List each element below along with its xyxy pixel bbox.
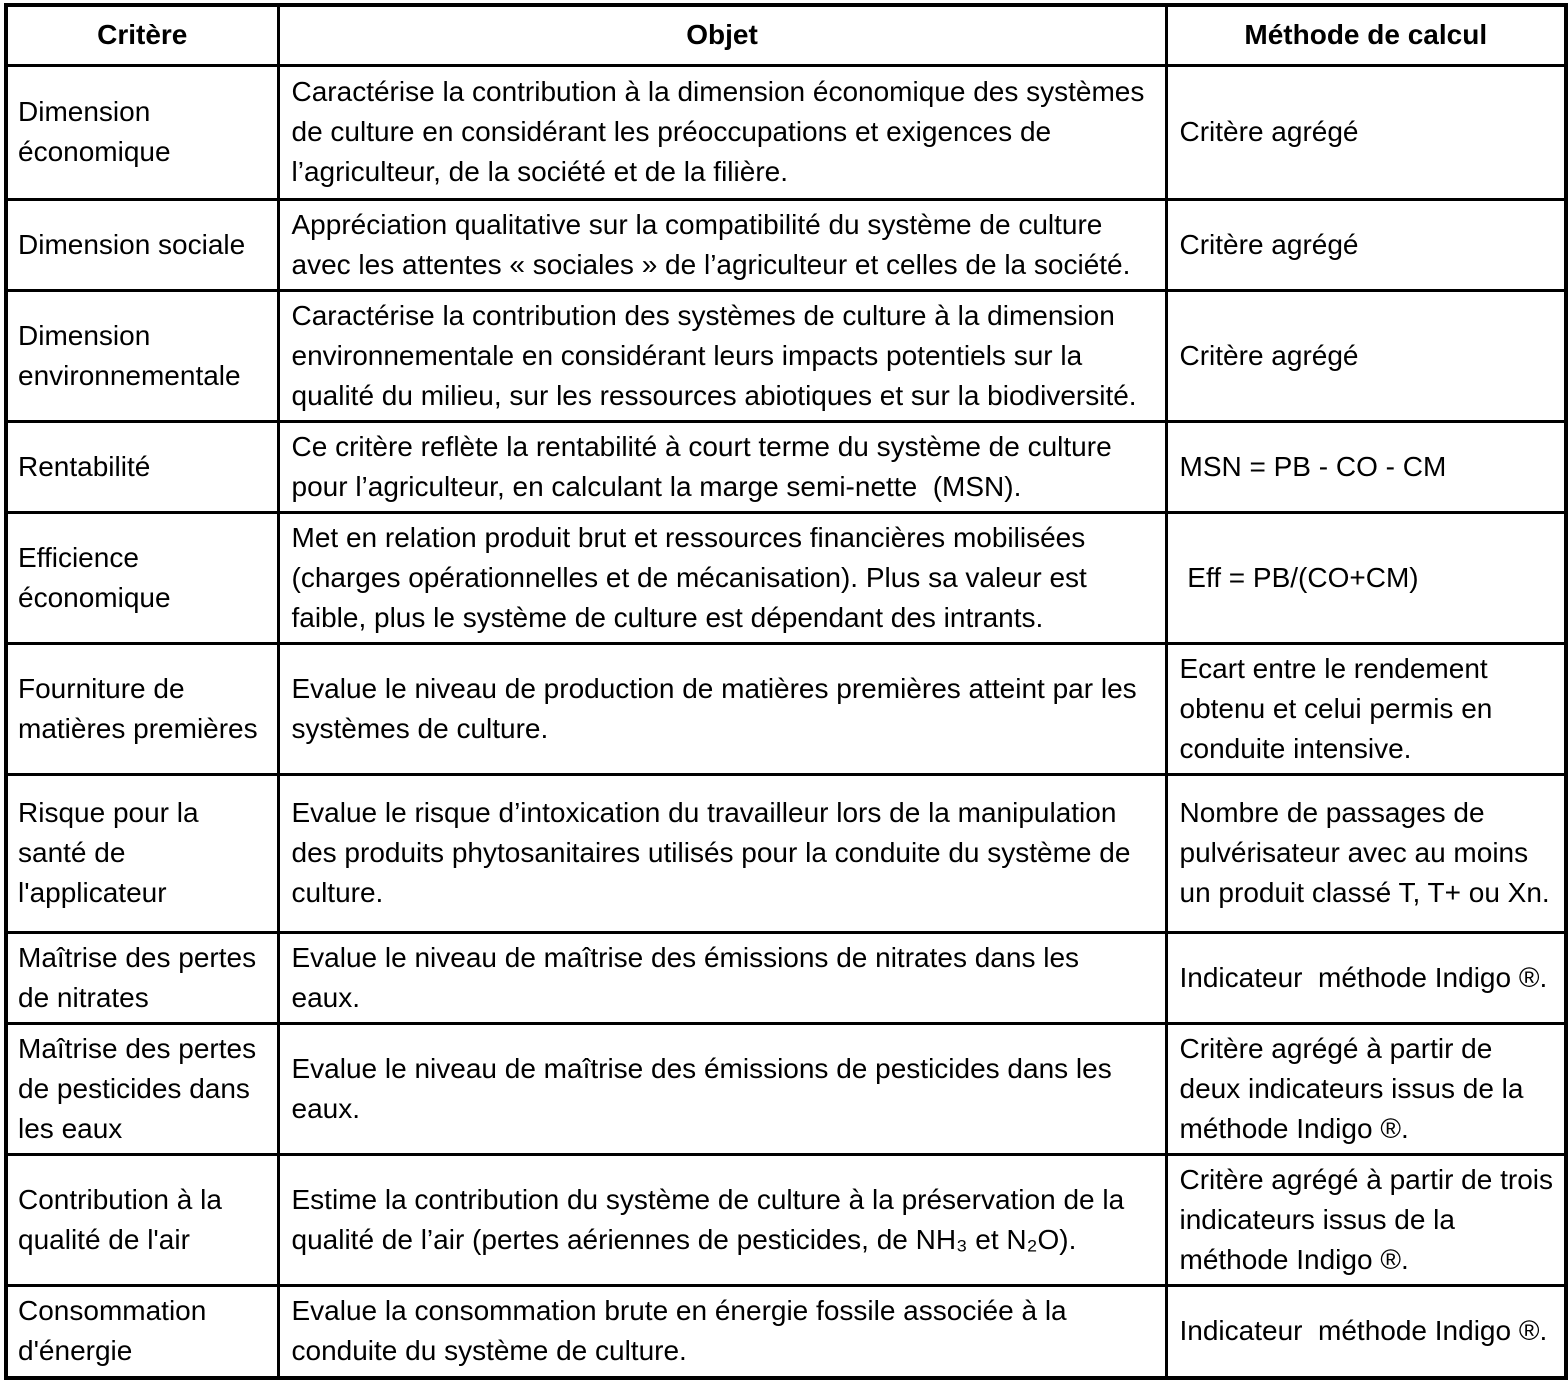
cell-critere: Contribution à la qualité de l'air	[6, 1154, 278, 1285]
cell-critere: Consommation d'énergie	[6, 1285, 278, 1378]
cell-methode: Eff = PB/(CO+CM)	[1166, 512, 1566, 643]
cell-objet: Caractérise la contribution des systèmes de culture à la dimension environnementale en considérant leurs impacts potentiels sur la qualité du milieu, sur les ressources abiotiques et sur la biodiversité.	[278, 290, 1166, 421]
table-row	[6, 421, 1566, 512]
cell-methode: Ecart entre le rendement obtenu et celui permis en conduite intensive.	[1166, 643, 1566, 774]
cell-critere: Efficience économique	[6, 512, 278, 643]
criteria-table	[4, 3, 1568, 1380]
cell-methode: Critère agrégé	[1166, 199, 1566, 290]
cell-objet: Caractérise la contribution à la dimension économique des systèmes de culture en considérant les préoccupations et exigences de l’agriculteur, de la société et de la filière.	[278, 65, 1166, 199]
table-row	[6, 932, 1566, 1023]
table-row	[6, 1154, 1566, 1285]
cell-critere: Dimension sociale	[6, 199, 278, 290]
column-header-critere: Critère	[6, 5, 278, 65]
cell-objet: Evalue le risque d’intoxication du travailleur lors de la manipulation des produits phytosanitaires utilisés pour la conduite du système de culture.	[278, 774, 1166, 932]
table-row	[6, 1285, 1566, 1378]
table-row	[6, 199, 1566, 290]
cell-objet: Estime la contribution du système de culture à la préservation de la qualité de l’air (pertes aériennes de pesticides, de NH₃ et N₂O).	[278, 1154, 1166, 1285]
cell-critere: Fourniture de matières premières	[6, 643, 278, 774]
cell-methode: Nombre de passages de pulvérisateur avec au moins un produit classé T, T+ ou Xn.	[1166, 774, 1566, 932]
cell-objet: Appréciation qualitative sur la compatibilité du système de culture avec les attentes « sociales » de l’agriculteur et celles de la société.	[278, 199, 1166, 290]
cell-critere: Maîtrise des pertes de nitrates	[6, 932, 278, 1023]
table-row	[6, 65, 1566, 199]
header-row	[6, 5, 1566, 65]
table-row	[6, 1023, 1566, 1154]
cell-objet: Evalue le niveau de maîtrise des émissions de nitrates dans les eaux.	[278, 932, 1166, 1023]
cell-critere: Maîtrise des pertes de pesticides dans les eaux	[6, 1023, 278, 1154]
cell-objet: Ce critère reflète la rentabilité à court terme du système de culture pour l’agriculteur, en calculant la marge semi-nette (MSN).	[278, 421, 1166, 512]
table-row	[6, 643, 1566, 774]
cell-objet: Evalue le niveau de production de matières premières atteint par les systèmes de culture.	[278, 643, 1166, 774]
cell-methode: Critère agrégé	[1166, 65, 1566, 199]
cell-objet: Evalue la consommation brute en énergie fossile associée à la conduite du système de culture.	[278, 1285, 1166, 1378]
cell-objet: Met en relation produit brut et ressources financières mobilisées (charges opérationnelles et de mécanisation). Plus sa valeur est faible, plus le système de culture est dépendant des intrants.	[278, 512, 1166, 643]
column-header-methode: Méthode de calcul	[1166, 5, 1566, 65]
table-row	[6, 512, 1566, 643]
cell-objet: Evalue le niveau de maîtrise des émissions de pesticides dans les eaux.	[278, 1023, 1166, 1154]
cell-critere: Risque pour la santé de l'applicateur	[6, 774, 278, 932]
cell-methode: Critère agrégé	[1166, 290, 1566, 421]
cell-critere: Dimension environnementale	[6, 290, 278, 421]
cell-methode: Critère agrégé à partir de trois indicateurs issus de la méthode Indigo ®.	[1166, 1154, 1566, 1285]
cell-methode: MSN = PB - CO - CM	[1166, 421, 1566, 512]
table-row	[6, 774, 1566, 932]
cell-critere: Dimension économique	[6, 65, 278, 199]
column-header-objet: Objet	[278, 5, 1166, 65]
cell-critere: Rentabilité	[6, 421, 278, 512]
table-row	[6, 290, 1566, 421]
cell-methode: Indicateur méthode Indigo ®.	[1166, 1285, 1566, 1378]
cell-methode: Indicateur méthode Indigo ®.	[1166, 932, 1566, 1023]
cell-methode: Critère agrégé à partir de deux indicateurs issus de la méthode Indigo ®.	[1166, 1023, 1566, 1154]
